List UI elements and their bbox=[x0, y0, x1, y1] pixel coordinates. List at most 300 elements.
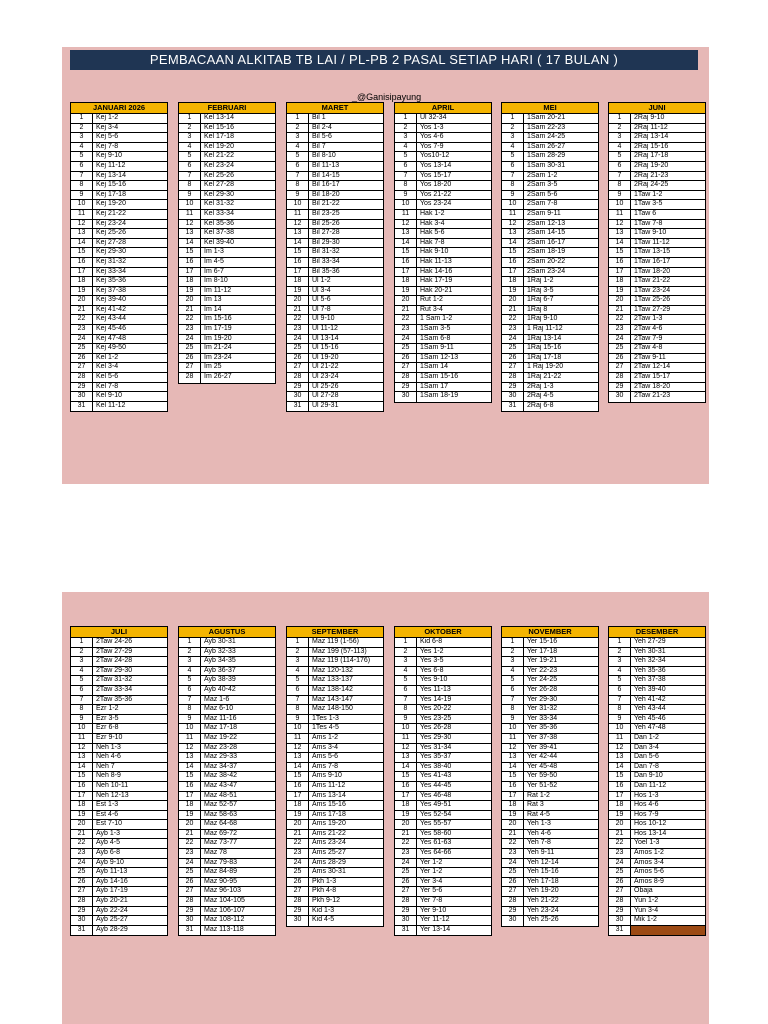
reading-row bbox=[609, 124, 705, 134]
month-table-mei bbox=[501, 102, 599, 412]
reading-text: Yer 11-12 bbox=[420, 916, 450, 924]
reading-text: Kel 1-2 bbox=[96, 353, 119, 361]
day-number: 23 bbox=[395, 325, 417, 334]
day-number: 3 bbox=[609, 133, 631, 142]
reading-text: 1Raj 3-5 bbox=[527, 286, 554, 294]
reading-row bbox=[609, 868, 705, 878]
reading-row bbox=[179, 868, 275, 878]
day-number: 9 bbox=[395, 715, 417, 724]
reading-text: Yeh 27-29 bbox=[634, 638, 666, 645]
reading-text: Ams 23-24 bbox=[312, 839, 346, 847]
day-number: 19 bbox=[287, 287, 309, 296]
reading-row bbox=[71, 133, 167, 143]
reading-text: Im 25 bbox=[204, 363, 222, 371]
day-number: 25 bbox=[179, 344, 201, 353]
day-number: 3 bbox=[179, 133, 201, 142]
reading-text: Mik 1-2 bbox=[634, 916, 657, 924]
day-number: 6 bbox=[502, 162, 524, 171]
reading-text: Maz 133-137 bbox=[312, 676, 353, 684]
reading-text: Im 26-27 bbox=[204, 373, 232, 381]
reading-text: Yer 37-38 bbox=[527, 733, 558, 741]
reading-text: Ayb 30-31 bbox=[204, 638, 236, 645]
reading-row bbox=[609, 344, 705, 354]
month-table-juni bbox=[608, 102, 706, 403]
reading-text: Ayb 34-35 bbox=[204, 657, 236, 665]
reading-text: Im 23-24 bbox=[204, 353, 232, 361]
reading-row bbox=[609, 172, 705, 182]
reading-text: Ul 1-2 bbox=[312, 277, 331, 285]
reading-row bbox=[609, 210, 705, 220]
reading-row bbox=[609, 114, 705, 124]
day-number: 1 bbox=[71, 638, 93, 647]
day-number: 7 bbox=[287, 696, 309, 705]
reading-row bbox=[609, 191, 705, 201]
reading-text: Maz 73-77 bbox=[204, 839, 238, 847]
reading-row bbox=[502, 811, 598, 821]
reading-text: Yer 5-6 bbox=[420, 887, 443, 895]
day-number: 30 bbox=[179, 916, 201, 925]
reading-row bbox=[502, 124, 598, 134]
reading-row bbox=[395, 676, 491, 686]
reading-text: Yer 7-8 bbox=[420, 897, 443, 905]
reading-row bbox=[179, 239, 275, 249]
day-number: 5 bbox=[179, 152, 201, 161]
month-table-april bbox=[394, 102, 492, 403]
reading-row bbox=[609, 648, 705, 658]
reading-row bbox=[395, 114, 491, 124]
reading-text: Ams 21-22 bbox=[312, 829, 346, 837]
reading-row bbox=[395, 354, 491, 364]
day-number: 23 bbox=[502, 849, 524, 858]
day-number: 10 bbox=[179, 200, 201, 209]
reading-text: 2Taw 4-6 bbox=[634, 325, 663, 333]
day-number: 20 bbox=[287, 820, 309, 829]
day-number: 6 bbox=[287, 162, 309, 171]
reading-row bbox=[287, 734, 383, 744]
day-number: 22 bbox=[609, 315, 631, 324]
day-number: 25 bbox=[287, 868, 309, 877]
reading-row bbox=[179, 801, 275, 811]
day-number: 6 bbox=[609, 686, 631, 695]
day-number: 15 bbox=[395, 248, 417, 257]
day-number: 12 bbox=[179, 220, 201, 229]
reading-text: Maz 113-118 bbox=[204, 925, 244, 933]
day-number: 28 bbox=[609, 897, 631, 906]
day-number: 1 bbox=[71, 114, 93, 123]
reading-row bbox=[287, 887, 383, 897]
day-number: 6 bbox=[609, 162, 631, 171]
day-number: 18 bbox=[609, 277, 631, 286]
reading-row bbox=[395, 239, 491, 249]
reading-row bbox=[609, 916, 705, 926]
reading-text: 1Taw 21-22 bbox=[634, 277, 671, 285]
reading-text: 1 Raj 11-12 bbox=[527, 325, 563, 333]
day-number: 1 bbox=[179, 638, 201, 647]
day-number: 23 bbox=[287, 325, 309, 334]
day-number: 10 bbox=[502, 724, 524, 733]
reading-text: Ams 3-4 bbox=[312, 743, 339, 751]
day-number: 12 bbox=[502, 744, 524, 753]
reading-row bbox=[502, 114, 598, 124]
day-number: 12 bbox=[71, 744, 93, 753]
reading-text: 2Sam 3-5 bbox=[527, 181, 558, 189]
reading-row bbox=[609, 763, 705, 773]
reading-row bbox=[71, 152, 167, 162]
day-number: 23 bbox=[287, 849, 309, 858]
reading-row bbox=[395, 686, 491, 696]
reading-text: Kel 37-38 bbox=[204, 229, 234, 237]
reading-text: Yeh 41-42 bbox=[634, 695, 666, 703]
reading-row bbox=[502, 744, 598, 754]
reading-row bbox=[71, 114, 167, 124]
reading-row bbox=[287, 239, 383, 249]
reading-text: Kel 9-10 bbox=[96, 392, 123, 400]
reading-row bbox=[179, 296, 275, 306]
reading-text: Rut 1-2 bbox=[420, 296, 443, 304]
reading-text: Ezr 3-5 bbox=[96, 714, 119, 722]
reading-text: Yeh 1-3 bbox=[527, 820, 551, 828]
reading-row bbox=[502, 229, 598, 239]
reading-text: Kid 4-5 bbox=[312, 916, 335, 924]
reading-row bbox=[287, 363, 383, 373]
reading-row bbox=[179, 859, 275, 869]
reading-text: Maz 96-103 bbox=[204, 887, 241, 895]
reading-row bbox=[71, 705, 167, 715]
reading-row bbox=[395, 724, 491, 734]
reading-row bbox=[395, 287, 491, 297]
reading-text: Kej 21-22 bbox=[96, 209, 126, 217]
reading-text: Maz 120-132 bbox=[312, 666, 353, 674]
reading-text: Maz 43-47 bbox=[204, 781, 238, 789]
reading-row bbox=[71, 916, 167, 926]
reading-row bbox=[609, 734, 705, 744]
reading-row bbox=[179, 763, 275, 773]
reading-row bbox=[71, 772, 167, 782]
reading-text: Maz 6-10 bbox=[204, 705, 234, 713]
reading-text: Bil 7 bbox=[312, 142, 326, 150]
month-table-november bbox=[501, 626, 599, 927]
reading-row bbox=[609, 143, 705, 153]
reading-row bbox=[71, 792, 167, 802]
reading-text: Bil 27-28 bbox=[312, 229, 340, 237]
reading-row bbox=[609, 392, 705, 402]
reading-text: 1Sam 15-16 bbox=[420, 373, 459, 381]
reading-text: 2Raj 1-3 bbox=[527, 382, 554, 390]
reading-row bbox=[395, 325, 491, 335]
day-number: 17 bbox=[179, 268, 201, 277]
day-number: 2 bbox=[287, 124, 309, 133]
day-number: 17 bbox=[502, 792, 524, 801]
day-number: 30 bbox=[609, 392, 631, 402]
day-number: 19 bbox=[502, 811, 524, 820]
day-number: 10 bbox=[502, 200, 524, 209]
reading-text: Yeh 21-22 bbox=[527, 897, 559, 905]
day-number: 5 bbox=[609, 152, 631, 161]
reading-row bbox=[71, 657, 167, 667]
reading-text: 1Raj 21-22 bbox=[527, 373, 562, 381]
day-number: 4 bbox=[502, 143, 524, 152]
reading-row bbox=[502, 705, 598, 715]
day-number: 25 bbox=[395, 868, 417, 877]
reading-row bbox=[287, 907, 383, 917]
reading-text: Ayb 20-21 bbox=[96, 897, 128, 905]
reading-text: Ams 5-6 bbox=[312, 753, 339, 761]
reading-text: Kel 35-36 bbox=[204, 219, 234, 227]
reading-row bbox=[71, 172, 167, 182]
reading-text: 2Raj 4-5 bbox=[527, 392, 554, 400]
reading-row bbox=[71, 268, 167, 278]
reading-row bbox=[502, 753, 598, 763]
day-number: 31 bbox=[179, 926, 201, 936]
reading-text bbox=[631, 926, 705, 936]
page-title: PEMBACAAN ALKITAB TB LAI / PL-PB 2 PASAL SETIAP HARI ( 17 BULAN ) bbox=[70, 50, 698, 70]
day-number: 21 bbox=[179, 830, 201, 839]
day-number: 4 bbox=[287, 143, 309, 152]
day-number: 27 bbox=[609, 887, 631, 896]
reading-text: Yeh 39-40 bbox=[634, 685, 666, 693]
reading-text: Ul 29-31 bbox=[312, 401, 339, 409]
reading-row bbox=[287, 820, 383, 830]
day-number: 10 bbox=[179, 724, 201, 733]
day-number: 7 bbox=[179, 172, 201, 181]
day-number: 21 bbox=[287, 830, 309, 839]
day-number: 19 bbox=[179, 811, 201, 820]
day-number: 18 bbox=[179, 801, 201, 810]
day-number: 8 bbox=[609, 181, 631, 190]
reading-text: Ul 27-28 bbox=[312, 392, 339, 400]
reading-row bbox=[395, 878, 491, 888]
reading-text: 2Raj 9-10 bbox=[634, 114, 665, 121]
reading-row bbox=[287, 229, 383, 239]
reading-text: Yos 13-14 bbox=[420, 161, 452, 169]
day-number: 4 bbox=[502, 667, 524, 676]
day-number: 30 bbox=[287, 916, 309, 926]
reading-text: 2Raj 15-16 bbox=[634, 142, 669, 150]
day-number: 21 bbox=[502, 830, 524, 839]
day-number: 7 bbox=[609, 696, 631, 705]
day-number: 5 bbox=[287, 152, 309, 161]
day-number: 2 bbox=[179, 124, 201, 133]
reading-text: Amos 3-4 bbox=[634, 858, 664, 866]
reading-row bbox=[502, 820, 598, 830]
day-number: 10 bbox=[395, 724, 417, 733]
day-number: 24 bbox=[395, 335, 417, 344]
reading-text: Yes 52-54 bbox=[420, 810, 452, 818]
reading-text: Yes 38-40 bbox=[420, 762, 452, 770]
reading-text: Bil 14-15 bbox=[312, 171, 340, 179]
reading-row bbox=[395, 868, 491, 878]
reading-row bbox=[179, 792, 275, 802]
reading-text: Bil 5-6 bbox=[312, 133, 332, 141]
day-number: 27 bbox=[179, 887, 201, 896]
reading-text: 2Taw 7-9 bbox=[634, 334, 663, 342]
reading-text: Ezr 6-8 bbox=[96, 724, 119, 732]
reading-row bbox=[609, 277, 705, 287]
reading-text: Yeh 15-16 bbox=[527, 868, 559, 876]
reading-text: Dan 3-4 bbox=[634, 743, 659, 751]
day-number: 27 bbox=[502, 887, 524, 896]
reading-row bbox=[502, 801, 598, 811]
reading-text: Ams 30-31 bbox=[312, 868, 346, 876]
reading-text: 1Taw 7-8 bbox=[634, 219, 663, 227]
day-number: 31 bbox=[287, 402, 309, 412]
reading-row bbox=[71, 210, 167, 220]
reading-text: Kej 45-46 bbox=[96, 325, 126, 333]
day-number: 16 bbox=[287, 782, 309, 791]
reading-text: Bil 23-25 bbox=[312, 209, 340, 217]
reading-text: Yer 24-25 bbox=[527, 676, 558, 684]
reading-row bbox=[71, 763, 167, 773]
reading-text: Yer 15-16 bbox=[527, 638, 558, 645]
reading-text: Hos 10-12 bbox=[634, 820, 667, 828]
reading-row bbox=[71, 229, 167, 239]
reading-row bbox=[609, 667, 705, 677]
reading-text: Kel 39-40 bbox=[204, 238, 234, 246]
day-number: 18 bbox=[395, 277, 417, 286]
reading-text: Maz 90-95 bbox=[204, 877, 238, 885]
reading-row bbox=[287, 268, 383, 278]
reading-row bbox=[179, 248, 275, 258]
day-number: 12 bbox=[287, 744, 309, 753]
day-number: 7 bbox=[395, 172, 417, 181]
day-number: 30 bbox=[609, 916, 631, 925]
reading-row bbox=[179, 878, 275, 888]
day-number: 27 bbox=[71, 363, 93, 372]
day-number: 16 bbox=[71, 782, 93, 791]
day-number: 23 bbox=[179, 325, 201, 334]
day-number: 14 bbox=[502, 763, 524, 772]
reading-row bbox=[395, 705, 491, 715]
day-number: 30 bbox=[71, 392, 93, 401]
reading-text: 1Raj 1-2 bbox=[527, 277, 554, 285]
day-number: 15 bbox=[287, 772, 309, 781]
reading-row bbox=[71, 325, 167, 335]
reading-text: Maz 143-147 bbox=[312, 695, 353, 703]
reading-text: Kej 7-8 bbox=[96, 142, 119, 150]
reading-text: Ams 19-20 bbox=[312, 820, 346, 828]
day-number: 27 bbox=[395, 887, 417, 896]
day-number: 13 bbox=[71, 753, 93, 762]
day-number: 23 bbox=[502, 325, 524, 334]
reading-text: Maz 104-105 bbox=[204, 897, 245, 905]
reading-text: Bil 35-36 bbox=[312, 267, 340, 275]
reading-row bbox=[71, 686, 167, 696]
reading-row bbox=[609, 926, 705, 936]
reading-text: Kel 27-28 bbox=[204, 181, 234, 189]
reading-text: 2Taw 1-3 bbox=[634, 315, 663, 323]
day-number: 14 bbox=[179, 239, 201, 248]
day-number: 26 bbox=[395, 354, 417, 363]
reading-text: Yes 9-10 bbox=[420, 676, 448, 684]
reading-text: 2Raj 11-12 bbox=[634, 123, 668, 131]
day-number: 9 bbox=[179, 715, 201, 724]
reading-text: Pkh 1-3 bbox=[312, 877, 337, 885]
reading-row bbox=[502, 830, 598, 840]
reading-row bbox=[287, 335, 383, 345]
day-number: 26 bbox=[502, 354, 524, 363]
reading-text: Yer 42-44 bbox=[527, 753, 558, 761]
day-number: 1 bbox=[609, 114, 631, 123]
day-number: 24 bbox=[287, 335, 309, 344]
reading-row bbox=[502, 373, 598, 383]
reading-text: Bil 21-22 bbox=[312, 200, 340, 208]
day-number: 19 bbox=[609, 811, 631, 820]
reading-text: Bil 25-26 bbox=[312, 219, 340, 227]
reading-text: Yos10-12 bbox=[420, 152, 450, 160]
day-number: 22 bbox=[395, 839, 417, 848]
reading-row bbox=[287, 676, 383, 686]
reading-text: 2Taw 33-34 bbox=[96, 685, 133, 693]
reading-text: Kej 39-40 bbox=[96, 296, 126, 304]
reading-text: Yos 1-3 bbox=[420, 123, 444, 131]
reading-row bbox=[179, 839, 275, 849]
day-number: 19 bbox=[71, 811, 93, 820]
reading-row bbox=[395, 363, 491, 373]
day-number: 2 bbox=[395, 648, 417, 657]
reading-text: 1Sam 30-31 bbox=[527, 161, 566, 169]
reading-text: Ayb 32-33 bbox=[204, 647, 236, 655]
day-number: 15 bbox=[179, 248, 201, 257]
reading-text: 2Taw 4-8 bbox=[634, 344, 663, 352]
reading-row bbox=[395, 210, 491, 220]
reading-text: Yoel 1-3 bbox=[634, 839, 660, 847]
reading-text: Bil 29-30 bbox=[312, 238, 340, 246]
reading-row bbox=[609, 878, 705, 888]
reading-row bbox=[179, 258, 275, 268]
reading-row bbox=[179, 191, 275, 201]
reading-text: Kej 37-38 bbox=[96, 286, 126, 294]
day-number: 22 bbox=[179, 839, 201, 848]
day-number: 24 bbox=[609, 335, 631, 344]
day-number: 13 bbox=[609, 229, 631, 238]
reading-text: Ul 15-16 bbox=[312, 344, 339, 352]
reading-row bbox=[395, 133, 491, 143]
reading-text: Maz 199 (57-113) bbox=[312, 647, 367, 655]
reading-row bbox=[395, 820, 491, 830]
day-number: 27 bbox=[71, 887, 93, 896]
day-number: 10 bbox=[395, 200, 417, 209]
reading-row bbox=[287, 325, 383, 335]
reading-text: 1Raj 6-7 bbox=[527, 296, 554, 304]
day-number: 1 bbox=[502, 114, 524, 123]
reading-text: 1Taw 23-24 bbox=[634, 286, 671, 294]
reading-row bbox=[287, 782, 383, 792]
reading-row bbox=[179, 744, 275, 754]
reading-row bbox=[502, 907, 598, 917]
reading-row bbox=[395, 200, 491, 210]
reading-text: Maz 19-22 bbox=[204, 733, 238, 741]
reading-text: Yos 21-22 bbox=[420, 190, 452, 198]
day-number: 29 bbox=[609, 383, 631, 392]
day-number: 13 bbox=[502, 753, 524, 762]
reading-row bbox=[502, 363, 598, 373]
reading-text: Yeh 45-46 bbox=[634, 714, 666, 722]
reading-row bbox=[395, 734, 491, 744]
day-number: 17 bbox=[71, 792, 93, 801]
day-number: 3 bbox=[287, 657, 309, 666]
day-number: 28 bbox=[71, 373, 93, 382]
day-number: 31 bbox=[71, 402, 93, 412]
reading-text: Yes 44-45 bbox=[420, 781, 452, 789]
reading-row bbox=[179, 373, 275, 383]
reading-row bbox=[395, 696, 491, 706]
day-number: 15 bbox=[395, 772, 417, 781]
day-number: 2 bbox=[502, 124, 524, 133]
reading-text: 1Taw 9-10 bbox=[634, 229, 667, 237]
reading-row bbox=[609, 907, 705, 917]
reading-row bbox=[71, 344, 167, 354]
day-number: 26 bbox=[179, 354, 201, 363]
